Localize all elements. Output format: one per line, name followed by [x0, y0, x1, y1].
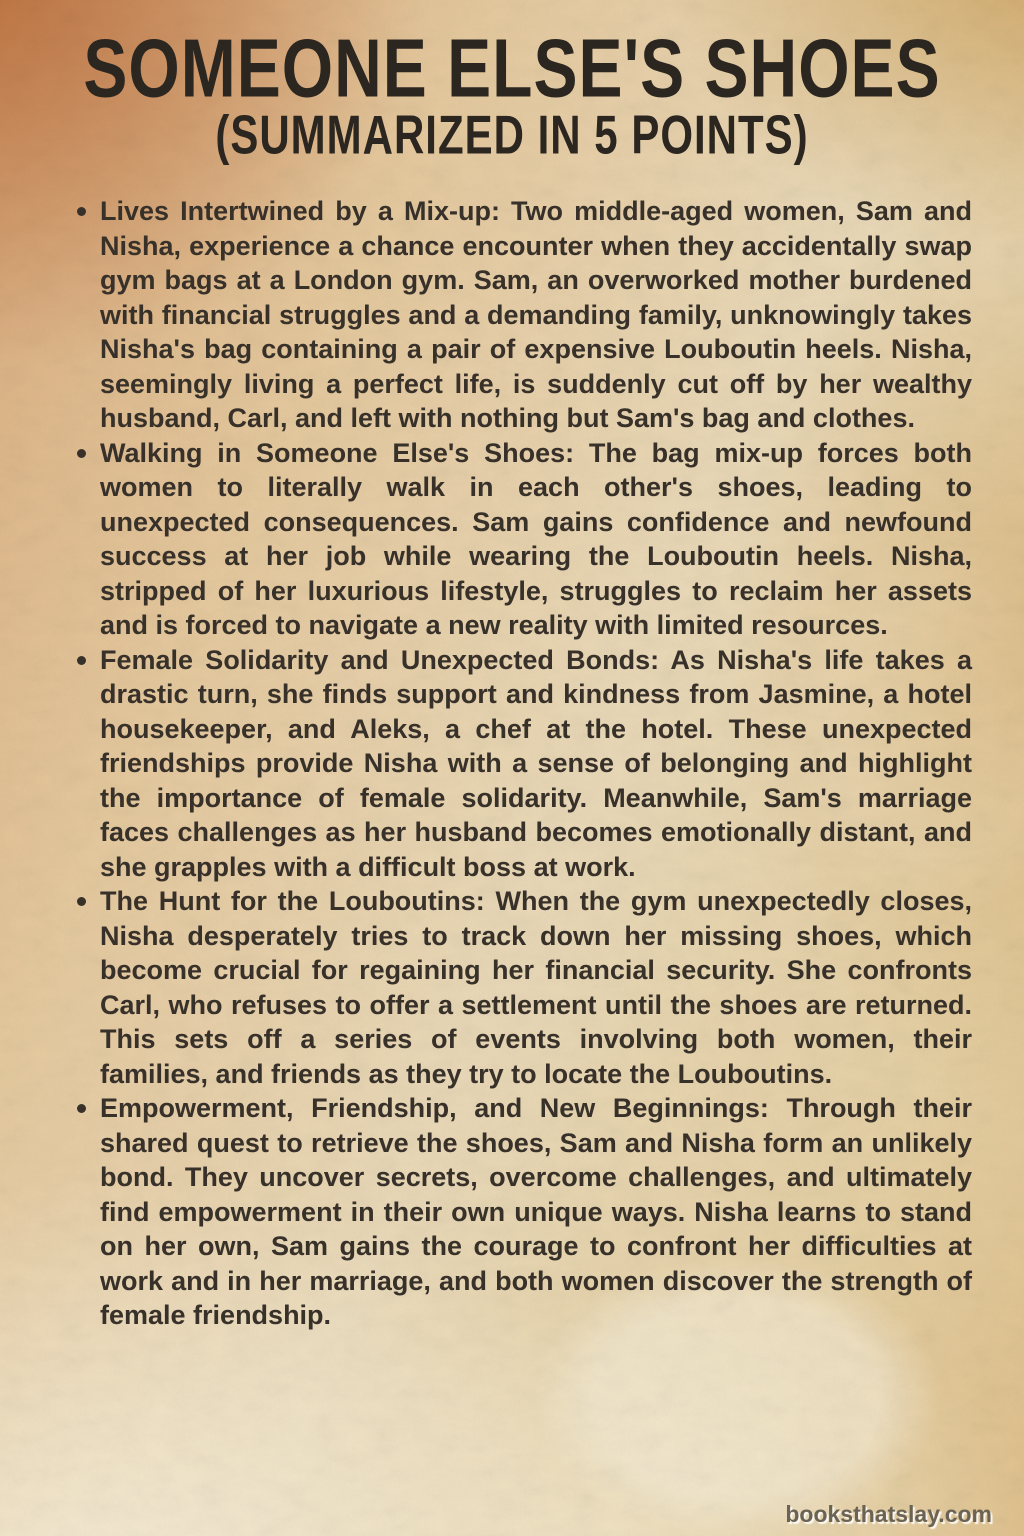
point-text: Female Solidarity and Unexpected Bonds: As Nisha's life takes a drastic turn, she finds support and kindness from Jasmine, a hotel housekeeper, and Aleks, a chef at the hotel. These unexpected friendships provide Nisha with a sense of belonging and highlight the importance of female solidarity. Meanwhile, Sam's marriage faces challenges as her husband becomes emotionally distant, and she grapples with a difficult boss at work. — [100, 644, 972, 882]
watermark: booksthatslay.com — [785, 1501, 992, 1527]
list-item — [100, 643, 972, 885]
point-text: Walking in Someone Else's Shoes: The bag mix-up forces both women to literally walk in each other's shoes, leading to unexpected consequences. Sam gains confidence and newfound success at her job while wearing the Louboutin heels. Nisha, stripped of her luxurious lifestyle, struggles to reclaim her assets and is forced to navigate a new reality with limited resources. — [100, 437, 972, 640]
list-item — [100, 884, 972, 1091]
list-item — [100, 1091, 972, 1333]
bullet-dot — [77, 1104, 86, 1113]
point-text: The Hunt for the Louboutins: When the gym unexpectedly closes, Nisha desperately tries to track down her missing shoes, which become crucial for regaining her financial security. She confronts Carl, who refuses to offer a settlement until the shoes are returned. This sets off a series of events involving both women, their families, and friends as they try to locate the Louboutins. — [100, 886, 972, 1089]
bullet-dot — [77, 656, 86, 665]
list-item — [100, 194, 972, 436]
summary-list — [0, 194, 1024, 1333]
list-item — [100, 436, 972, 643]
bullet-dot — [77, 449, 86, 458]
point-text: Lives Intertwined by a Mix-up: Two middle-aged women, Sam and Nisha, experience a chance encounter when they accidentally swap gym bags at a London gym. Sam, an overworked mother burdened with financial struggles and a demanding family, unknowingly takes Nisha's bag containing a pair of expensive Louboutin heels. Nisha, seemingly living a perfect life, is suddenly cut off by her wealthy husband, Carl, and left with nothing but Sam's bag and clothes. — [100, 196, 972, 433]
point-text: Empowerment, Friendship, and New Beginnings: Through their shared quest to retrieve the shoes, Sam and Nisha form an unlikely bond. They uncover secrets, overcome challenges, and ultimately find empowerment in their own unique ways. Nisha learns to stand on her own, Sam gains the courage to confront her difficulties at work and in her marriage, and both women discover the strength of female friendship. — [100, 1093, 972, 1330]
bullet-dot — [77, 207, 86, 216]
summary-content — [0, 194, 1024, 1333]
page-subtitle: (SUMMARIZED IN 5 POINTS) — [215, 104, 809, 166]
page-title: SOMEONE ELSE'S SHOES — [83, 21, 941, 114]
bullet-dot — [77, 897, 86, 906]
header — [0, 0, 1024, 166]
